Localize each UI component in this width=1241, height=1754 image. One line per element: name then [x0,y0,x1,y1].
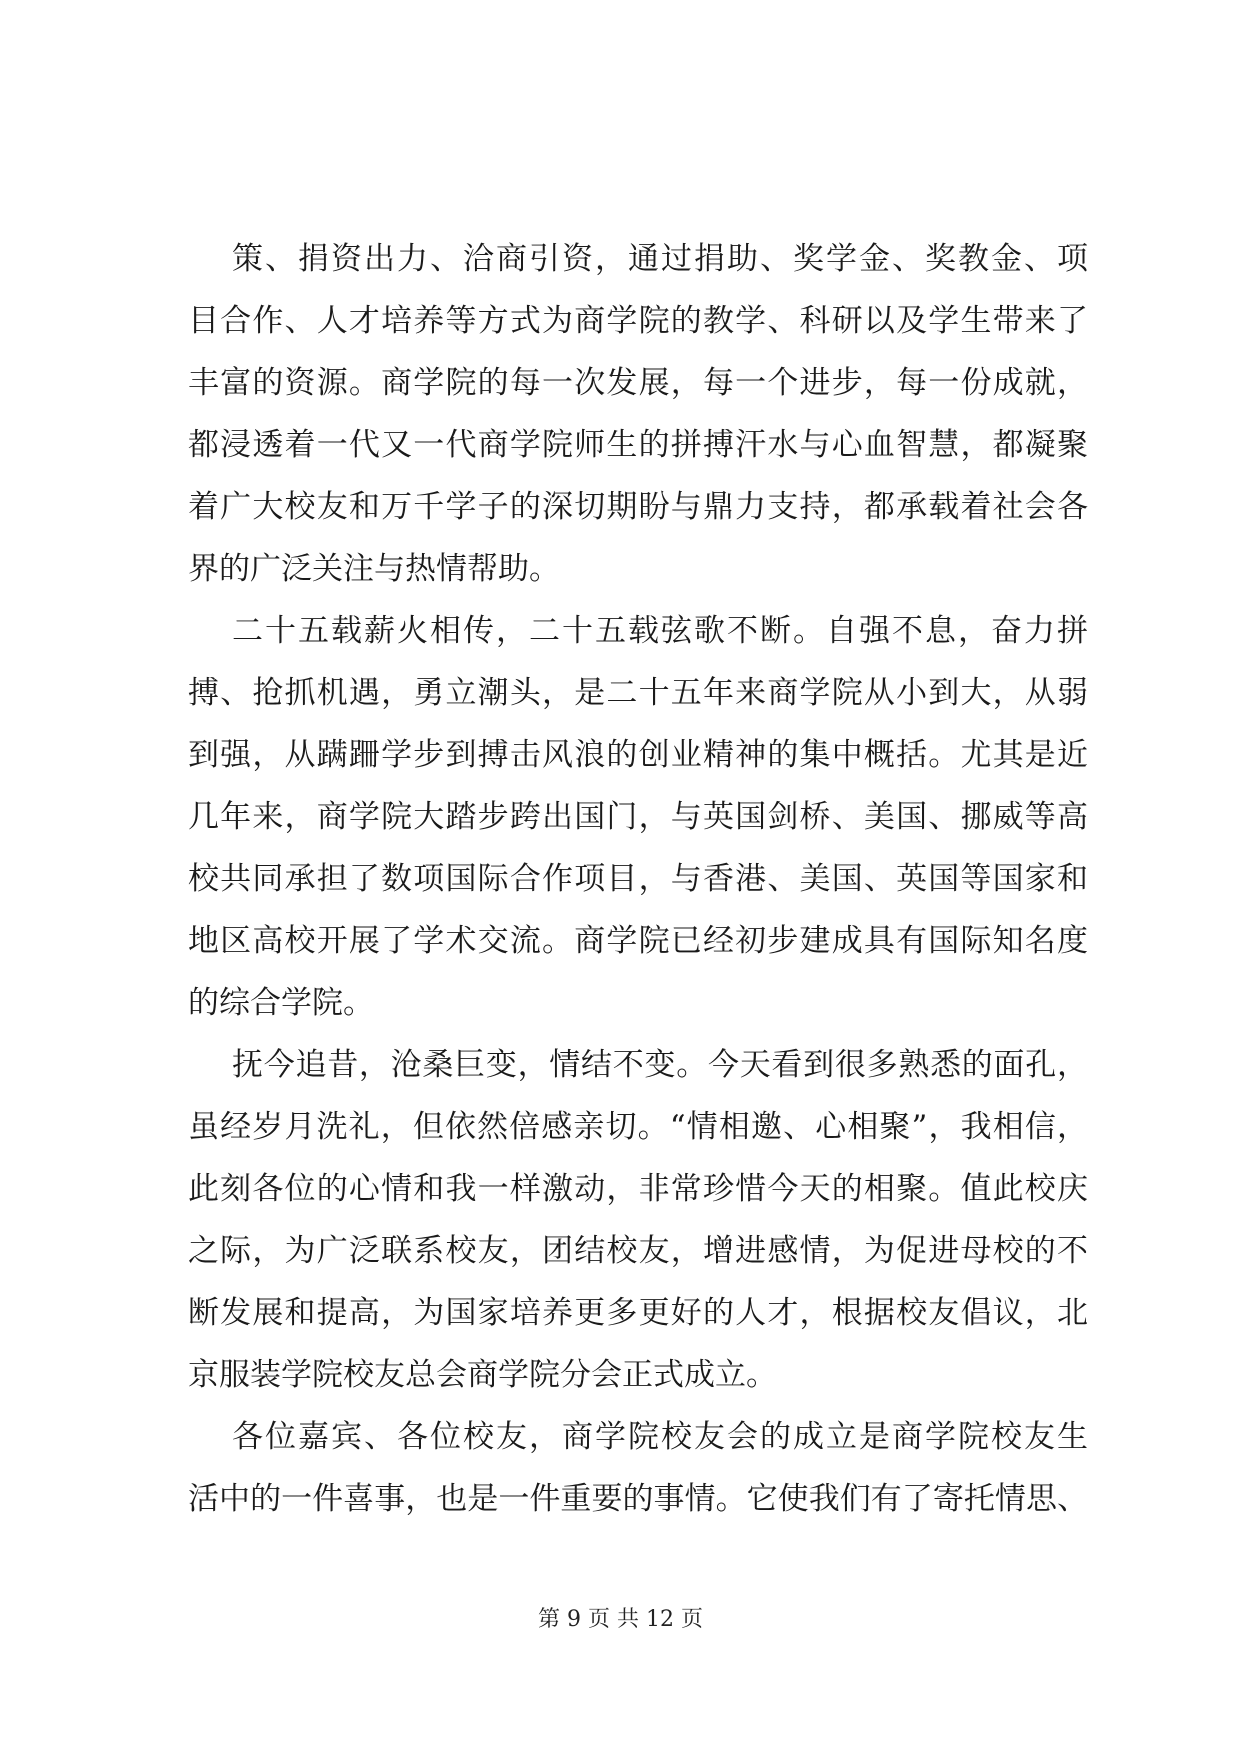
text-line: 之际，为广泛联系校友，团结校友，增进感情，为促进母校的不 [188,1233,1088,1269]
text-line: 丰富的资源。商学院的每一次发展，每一个进步，每一份成就， [188,365,1088,401]
text-line: 的综合学院。 [188,985,374,1021]
text-line: 都浸透着一代又一代商学院师生的拼搏汗水与心血智慧，都凝聚 [188,427,1088,463]
text-line: 虽经岁月洗礼，但依然倍感亲切。“情相邀、心相聚”，我相信， [188,1109,1088,1145]
text-line: 策、捐资出力、洽商引资，通过捐助、奖学金、奖教金、项 [232,241,1088,277]
text-line: 地区高校开展了学术交流。商学院已经初步建成具有国际知名度 [188,923,1088,959]
text-line: 此刻各位的心情和我一样激动，非常珍惜今天的相聚。值此校庆 [188,1171,1088,1207]
text-line: 校共同承担了数项国际合作项目，与香港、美国、英国等国家和 [188,861,1088,897]
text-line: 抚今追昔，沧桑巨变，情结不变。今天看到很多熟悉的面孔， [232,1047,1088,1083]
text-line: 断发展和提高，为国家培养更多更好的人才，根据校友倡议，北 [188,1295,1088,1331]
text-line: 活中的一件喜事，也是一件重要的事情。它使我们有了寄托情思、 [188,1481,1088,1517]
text-line: 目合作、人才培养等方式为商学院的教学、科研以及学生带来了 [188,303,1088,339]
text-line: 到强，从蹒跚学步到搏击风浪的创业精神的集中概括。尤其是近 [188,737,1088,773]
text-line: 搏、抢抓机遇，勇立潮头，是二十五年来商学院从小到大，从弱 [188,675,1088,711]
document-body [188,228,1088,1530]
text-line: 着广大校友和万千学子的深切期盼与鼎力支持，都承载着社会各 [188,489,1088,525]
text-line: 京服装学院校友总会商学院分会正式成立。 [188,1357,777,1393]
page-number-footer: 第 9 页 共 12 页 [538,1607,703,1632]
text-line: 二十五载薪火相传，二十五载弦歌不断。自强不息，奋力拼 [232,613,1088,649]
text-line: 几年来，商学院大踏步跨出国门，与英国剑桥、美国、挪威等高 [188,799,1088,835]
text-line: 界的广泛关注与热情帮助。 [188,551,560,587]
text-line: 各位嘉宾、各位校友，商学院校友会的成立是商学院校友生 [232,1419,1088,1455]
